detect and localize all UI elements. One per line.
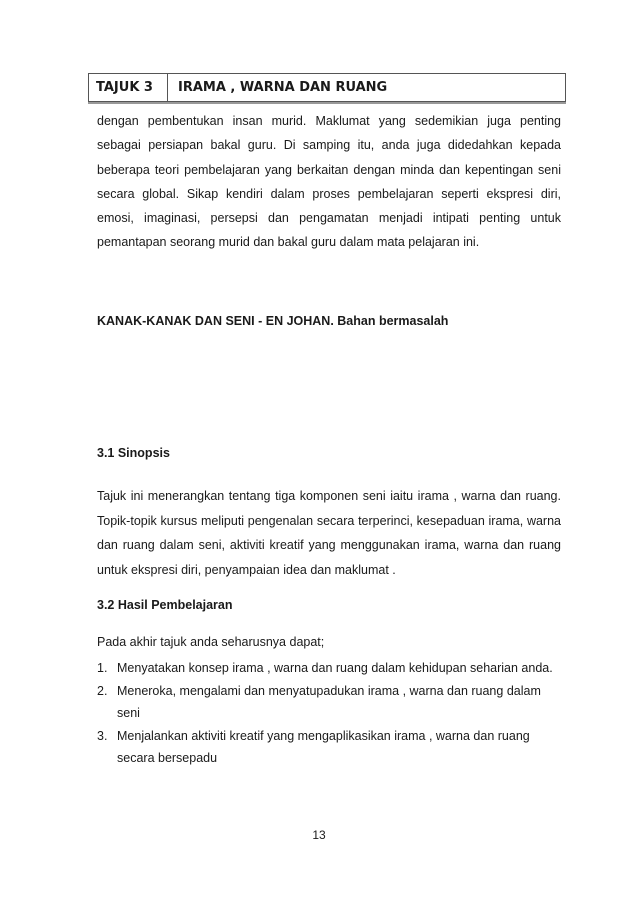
topic-code: TAJUK 3 <box>89 74 168 101</box>
list-item <box>97 680 567 725</box>
page-number: 13 <box>312 828 326 842</box>
section-heading: KANAK-KANAK DAN SENI - EN JOHAN. Bahan bermasalah <box>97 314 449 328</box>
list-item-text: Menyatakan konsep irama , warna dan ruang dalam kehidupan seharian anda. <box>117 661 553 675</box>
topic-title: IRAMA , WARNA DAN RUANG <box>178 80 388 95</box>
sinopsis-heading: 3.1 Sinopsis <box>97 446 170 460</box>
list-item <box>97 725 567 770</box>
hasil-lead: Pada akhir tajuk anda seharusnya dapat; <box>97 635 325 649</box>
hasil-heading: 3.2 Hasil Pembelajaran <box>97 598 233 612</box>
list-item-text: Meneroka, mengalami dan menyatupadukan irama , warna dan ruang dalam seni <box>117 683 541 721</box>
list-item-number: 1. <box>97 661 108 675</box>
list-item-text: Menjalankan aktiviti kreatif yang mengaplikasikan irama , warna dan ruang secara bersepadu <box>117 728 530 766</box>
list-item-number: 2. <box>97 683 108 698</box>
list-item <box>97 657 567 680</box>
sinopsis-paragraph: Tajuk ini menerangkan tentang tiga komponen seni iaitu irama , warna dan ruang. Topik-topik kursus meliputi pengenalan secara terperinci, kesepaduan irama, warna dan ruang dalam seni, aktiviti kreatif yang menggunakan irama, warna dan ruang untuk ekspresi diri, penyampaian idea dan maklumat . <box>97 489 561 577</box>
topic-header-table <box>88 73 566 102</box>
learning-outcomes-list <box>97 657 567 770</box>
list-item-number: 3. <box>97 728 108 743</box>
intro-paragraph: dengan pembentukan insan murid. Maklumat yang sedemikian juga penting sebagai persiapan bakal guru. Di samping itu, anda juga didedahkan kepada beberapa teori pembelajaran yang berkaitan dengan minda dan kepentingan seni secara global. Sikap kendiri dalam proses pembelajaran seperti ekspresi diri, emosi, imaginasi, persepsi dan pengamatan menjadi intipati penting untuk pemantapan seorang murid dan bakal guru dalam mata pelajaran ini. <box>97 114 561 250</box>
